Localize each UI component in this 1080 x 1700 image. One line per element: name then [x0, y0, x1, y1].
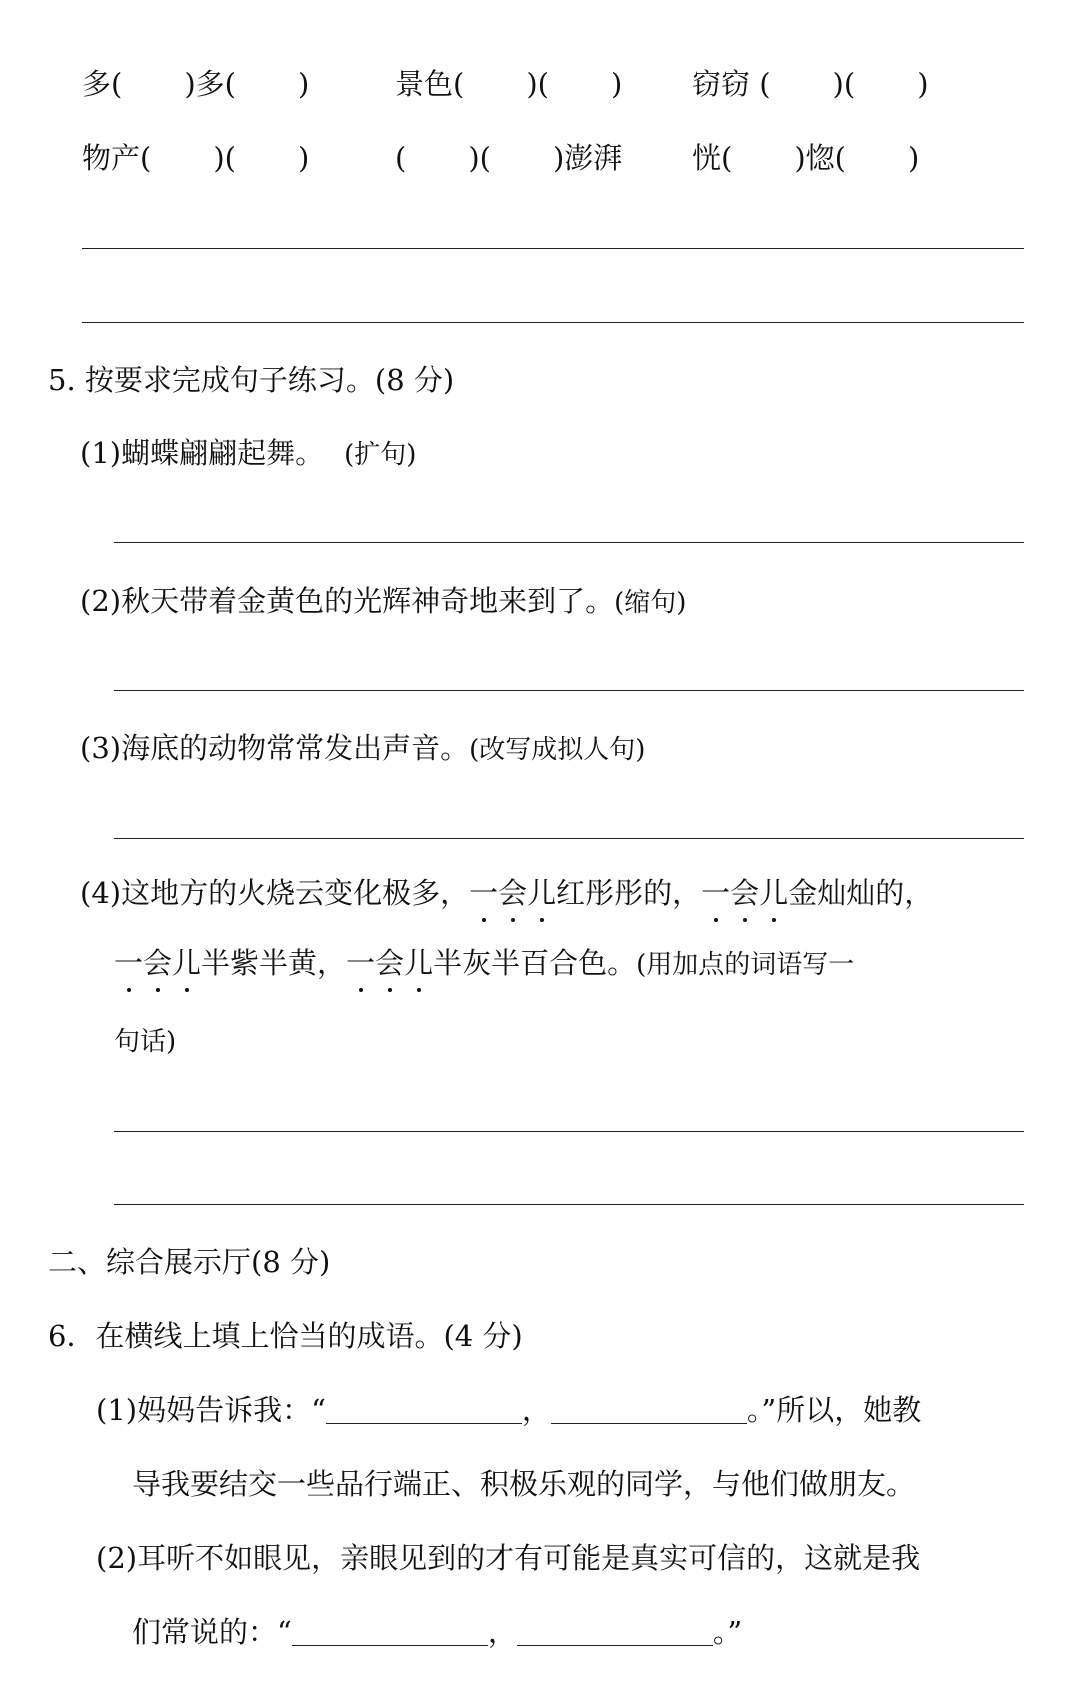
emphasis-dot-char: 儿 [172, 943, 201, 983]
q6-s2-line-1: (2)耳听不如眼见，亲眼见到的才有可能是真实可信的，这就是我 [96, 1541, 921, 1575]
q4-row1-item-a: 多( )多( ) [82, 67, 310, 101]
q5-sentence-4-line-1: (4)这地方的火烧云变化极多，一会儿红彤彤的，一会儿金灿灿的， [80, 873, 933, 913]
dotted-word-2 [701, 876, 788, 910]
q5-s3-hint: (改写成拟人句) [469, 735, 646, 765]
q5-sentence-4-line-2: 一会儿半紫半黄，一会儿半灰半百合色。(用加点的词语写一 [114, 943, 854, 985]
emphasis-dot-char: 一 [469, 873, 498, 913]
q4-row2-item-b: ( )( )澎湃 [395, 141, 623, 175]
emphasis-dot-char: 会 [143, 943, 172, 983]
emphasis-dot-char: 会 [730, 873, 759, 913]
q5-sentence-2: (2)秋天带着金黄色的光辉神奇地来到了。(缩句) [80, 584, 687, 618]
q5-sentence-1: (1)蝴蝶翩翩起舞。 (扩句) [80, 436, 417, 470]
q4-row2-item-c: 恍( )惚( ) [692, 141, 920, 175]
section-2-title: 二、综合展示厅(8 分) [48, 1245, 331, 1279]
q6-s2-blank-2[interactable] [517, 1617, 713, 1646]
q5-s4-hint-cont: 句话) [114, 1027, 177, 1057]
emphasis-dot-char: 会 [498, 873, 527, 913]
q5-s2-hint: (缩句) [614, 588, 687, 618]
q5-sentence-3: (3)海底的动物常常发出声音。(改写成拟人句) [80, 731, 646, 765]
q5-s1-answer-line[interactable] [114, 542, 1024, 543]
dotted-word-3 [114, 946, 201, 980]
q5-s2-answer-line[interactable] [114, 690, 1024, 691]
emphasis-dot-char: 儿 [527, 873, 556, 913]
q4-answer-line-2[interactable] [82, 322, 1024, 323]
q4-row2-item-a: 物产( )( ) [82, 141, 310, 175]
dotted-word-4 [346, 946, 433, 980]
q5-s4-hint: (用加点的词语写一 [636, 950, 855, 980]
q6-s1-line-2: 导我要结交一些品行端正、积极乐观的同学，与他们做朋友。 [132, 1467, 916, 1501]
dotted-word-1 [469, 876, 556, 910]
q4-answer-line-1[interactable] [82, 248, 1024, 249]
emphasis-dot-char: 会 [375, 943, 404, 983]
q6-title: 6．在横线上填上恰当的成语。(4 分) [48, 1319, 523, 1353]
q4-row1-item-b: 景色( )( ) [395, 67, 623, 101]
emphasis-dot-char: 儿 [404, 943, 433, 983]
q6-s1-blank-2[interactable] [551, 1395, 747, 1424]
emphasis-dot-char: 一 [114, 943, 143, 983]
q5-s3-answer-line[interactable] [114, 838, 1024, 839]
q6-s1-line-1: (1)妈妈告诉我：“ ， 。”所以，她教 [96, 1393, 922, 1427]
emphasis-dot-char: 一 [701, 873, 730, 913]
q6-s2-line-2: 们常说的：“ ， 。” [132, 1615, 743, 1649]
q5-s4-answer-line-1[interactable] [114, 1131, 1024, 1132]
q4-row1-item-c: 窃窃 ( )( ) [692, 67, 929, 101]
emphasis-dot-char: 一 [346, 943, 375, 983]
q6-s1-blank-1[interactable] [326, 1395, 522, 1424]
emphasis-dot-char: 儿 [759, 873, 788, 913]
q5-s1-hint: (扩句) [344, 440, 417, 470]
q5-s4-answer-line-2[interactable] [114, 1204, 1024, 1205]
q5-title: 5. 按要求完成句子练习。(8 分) [48, 363, 455, 397]
q6-s2-blank-1[interactable] [292, 1617, 488, 1646]
